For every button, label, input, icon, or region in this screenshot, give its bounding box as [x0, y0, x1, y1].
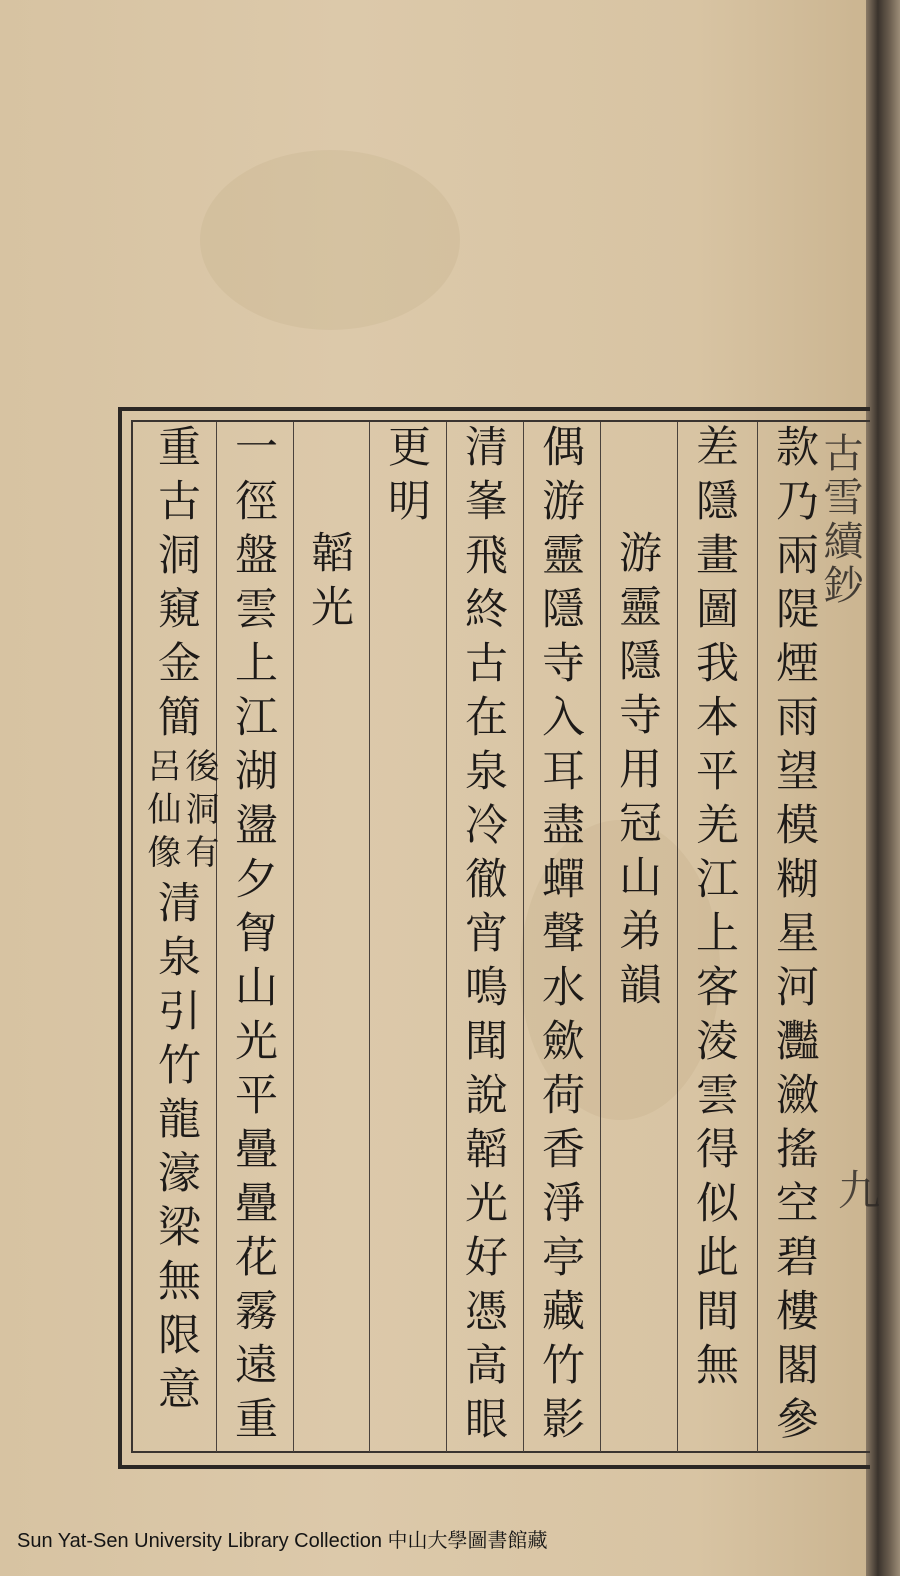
- text-column-6: 更明: [381, 424, 431, 532]
- poem-title-column: 韜光: [304, 530, 354, 638]
- column-rule: [446, 422, 447, 1452]
- text-column-4: 偶游靈隱寺入耳盡蟬聲水歛荷香淨亭藏竹影: [535, 424, 585, 1450]
- column-rule: [293, 422, 294, 1452]
- text-column-10-top: 重古洞窺金簡: [151, 424, 201, 748]
- column-rule: [216, 422, 217, 1452]
- annotation-left: 呂仙像: [141, 748, 181, 877]
- column-rule: [369, 422, 370, 1452]
- column-rule: [677, 422, 678, 1452]
- column-rule: [523, 422, 524, 1452]
- book-spine: [866, 0, 900, 1576]
- book-title: 古雪續鈔: [817, 432, 863, 608]
- column-rule: [600, 422, 601, 1452]
- text-column-2: 差隱畫圖我本平羌江上客淩雲得似此間無: [689, 424, 739, 1396]
- annotation-right: 後洞有: [179, 748, 219, 877]
- text-column-5: 清峯飛終古在泉冷徹宵鳴聞說韜光好憑高眼: [458, 424, 508, 1450]
- page-number: 九: [832, 1168, 881, 1210]
- text-column-9: 一徑盤雲上江湖盪夕胷山光平曡曡花霧遠重: [228, 424, 278, 1450]
- column-rule: [757, 422, 758, 1452]
- paper-stain: [200, 150, 460, 330]
- text-column-10-bottom: 清泉引竹龍濠梁無限意: [151, 880, 201, 1420]
- poem-title-column: 游靈隱寺用冠山弟韻: [612, 530, 662, 1016]
- collection-caption: Sun Yat-Sen University Library Collection 中山大學圖書館藏: [17, 1530, 548, 1552]
- text-column-1: 款乃兩隄煙雨望模糊星河灩瀲搖空碧樓閣參: [769, 424, 819, 1450]
